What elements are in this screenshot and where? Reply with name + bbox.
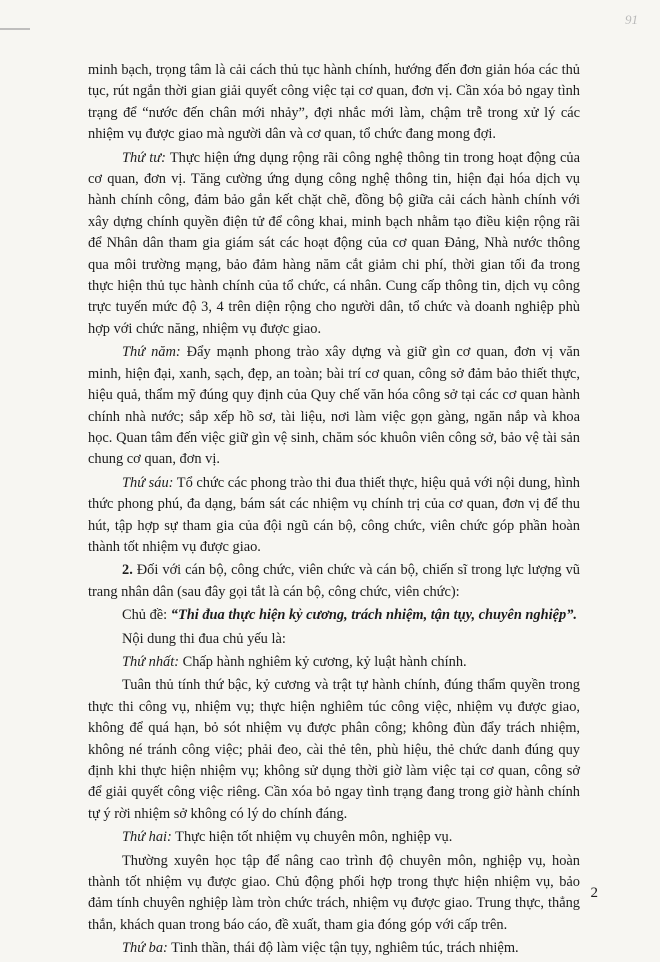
paragraph-label: Thứ ba:: [122, 940, 168, 957]
paragraph-text: Thực hiện tốt nhiệm vụ chuyên môn, nghiệp vụ.: [171, 829, 453, 846]
paragraph-text: Tinh thần, thái độ làm việc tận tụy, nghiêm túc, trách nhiệm.: [167, 940, 519, 957]
paragraph-thu-nam: [88, 342, 580, 470]
theme-text: “Thi đua thực hiện kỷ cương, trách nhiệm, tận tụy, chuyên nghiệp”.: [170, 607, 577, 624]
handwritten-page-mark: 91: [625, 12, 638, 27]
paragraph-label: Thứ sáu:: [122, 474, 174, 491]
paragraph-label: Thứ nhất:: [122, 653, 180, 670]
paragraph-body: Thường xuyên học tập để nâng cao trình độ chuyên môn, nghiệp vụ, hoàn thành tốt nhiệm vụ được giao. Chủ động phối hợp trong thực hiện nhiệm vụ, bảo đảm tính chuyên nghiệp làm tròn chức trách, nhiệm vụ được giao. Trung thực, thẳng thắn, khách quan trong báo cáo, đề xuất, tham gia đóng góp với cấp trên.: [88, 852, 580, 933]
section-text: Đối với cán bộ, công chức, viên chức và cán bộ, chiến sĩ trong lực lượng vũ trang nhân dân (sau đây gọi tắt là cán bộ, công chức, viên chức):: [88, 562, 580, 600]
paragraph-continuation: minh bạch, trọng tâm là cải cách thủ tục hành chính, hướng đến đơn giản hóa các thủ tục, rút ngắn thời gian giải quyết công việc tại cơ quan, đơn vị. Cần xóa bỏ ngay tình trạng để “nước đến chân mới nhảy”, đợi nhắc mới làm, chậm trễ trong xử lý các nhiệm vụ được giao mà người dân và cơ quan, tổ chức đang mong đợi.: [88, 62, 580, 143]
section-number: 2.: [122, 562, 133, 579]
theme-label: Chủ đề:: [122, 607, 171, 624]
paragraph-text: Đẩy mạnh phong trào xây dựng và giữ gìn cơ quan, đơn vị văn minh, hiện đại, xanh, sạch, đẹp, an toàn; bài trí cơ quan, công sở đảm bảo thiết thực, hiệu quả, thẩm mỹ đúng quy định của Quy chế văn hóa công sở tại các cơ quan hành chính nhà nước; sắp xếp hồ sơ, tài liệu, nơi làm việc gọn gàng, ngăn nắp và khoa học. Quan tâm đến việc giữ gìn vệ sinh, chăm sóc khuôn viên công sở, bảo vệ tài sản chung cơ quan, đơn vị.: [88, 344, 580, 468]
paragraph-text: Thực hiện ứng dụng rộng rãi công nghệ thông tin trong hoạt động của cơ quan, đơn vị. Tăng cường ứng dụng công nghệ thông tin, hiện đại hóa dịch vụ hành chính công, đảm bảo gắn kết chặt chẽ, đồng bộ giữa cải cách hành chính với xây dựng chính quyền điện tử để công khai, minh bạch nhằm tạo điều kiện rộng rãi để Nhân dân tham gia giám sát các hoạt động của cơ quan Đảng, Nhà nước thông qua môi trường mạng, bảo đảm hàng năm cắt giảm chi phí, thời gian tối đa trong thực hiện thủ tục hành chính của tổ chức, cá nhân. Cung cấp thông tin, dịch vụ công trực tuyến mức độ 3, 4 trên diện rộng cho người dân, tổ chức và doanh nghiệp phù hợp với chức năng, nhiệm vụ được giao.: [88, 149, 580, 337]
paragraph-thu-tu: [88, 148, 580, 341]
paragraph-text: Tổ chức các phong trào thi đua thiết thực, hiệu quả với nội dung, hình thức phong phú, đa dạng, bám sát các nhiệm vụ chính trị của cơ quan, đơn vị để thu hút, tập hợp sự tham gia của đội ngũ cán bộ, công chức, viên chức góp phần hoàn thành tốt nhiệm vụ được giao.: [88, 474, 580, 555]
paragraph-label: Thứ năm:: [122, 344, 181, 361]
paragraph-thu-ba: [88, 938, 580, 959]
paragraph-text: Chấp hành nghiêm kỷ cương, kỷ luật hành chính.: [179, 653, 467, 670]
scan-smudge: [0, 28, 30, 30]
page-number: 2: [590, 885, 598, 901]
paragraph-thu-hai: [88, 827, 580, 848]
paragraph-thu-sau: [88, 473, 580, 559]
paragraph-thu-nhat: [88, 652, 580, 673]
paragraph-label: Thứ tư:: [122, 149, 166, 166]
document-body: [88, 60, 580, 962]
paragraph-body: Tuân thủ tính thứ bậc, kỷ cương và trật tự hành chính, đúng thẩm quyền trong thực thi công vụ, nhiệm vụ; thực hiện nghiêm túc công việc, nhiệm vụ được giao, không để quá hạn, bỏ sót nhiệm vụ được phân công; không đùn đẩy trách nhiệm, không né tránh công việc; phải đeo, cài thẻ tên, phù hiệu, thẻ chức danh đúng quy định khi thực hiện nhiệm vụ; không sử dụng thời giờ làm việc tại cơ quan, công sở để giải quyết công việc riêng. Cần xóa bỏ ngay tình trạng đang trong giờ hành chính tự ý rời nhiệm sở không có lý do chính đáng.: [88, 677, 580, 822]
theme-paragraph: [88, 605, 580, 626]
paragraph-intro: Nội dung thi đua chủ yếu là:: [122, 630, 286, 647]
paragraph-label: Thứ hai:: [122, 829, 172, 846]
section-2-heading: [88, 560, 580, 603]
